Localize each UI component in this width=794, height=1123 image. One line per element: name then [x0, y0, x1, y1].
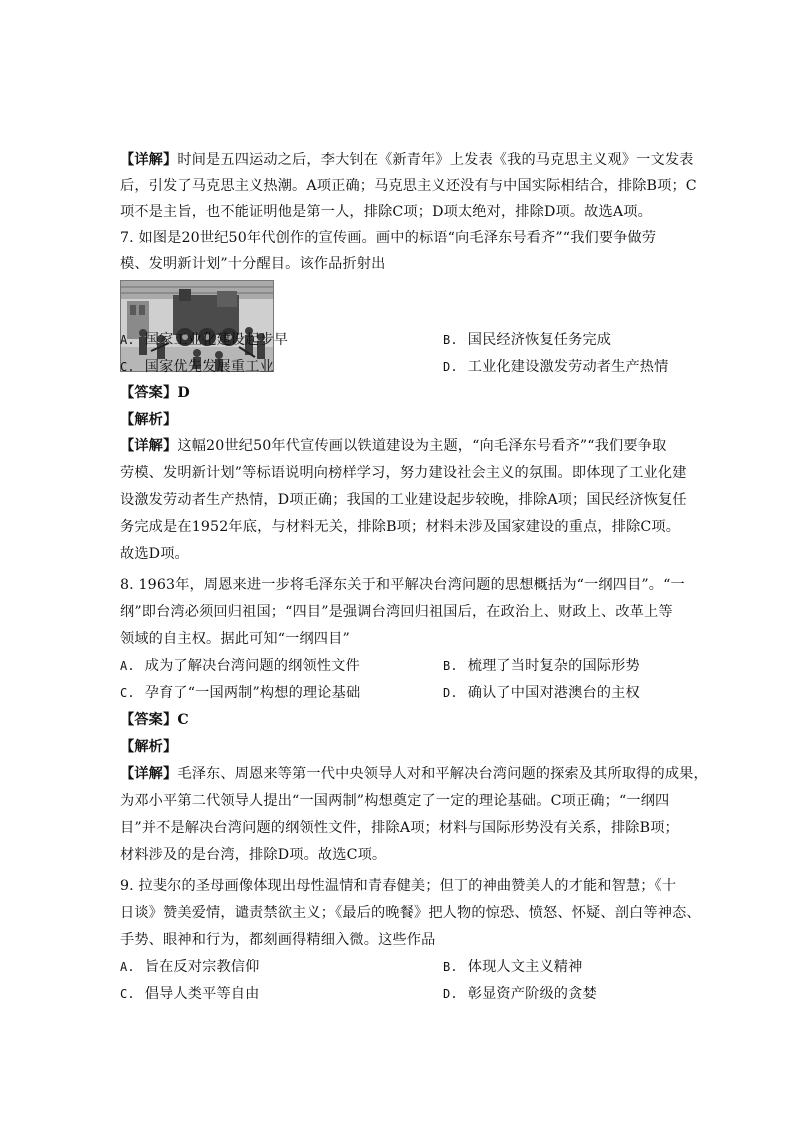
q6-explain-text-1: 时间是五四运动之后，李大钊在《新青年》上发表《我的马克思主义观》一文发表	[177, 152, 694, 168]
q6-explain-line-1	[120, 150, 694, 170]
q7-detail-line-2: 劳模、发明新计划”等标语说明向榜样学习，努力建设社会主义的氛围。即体现了工业化建	[120, 465, 687, 481]
q8-detail-tag: 【详解】	[120, 766, 178, 782]
q7-answer: 【答案】D	[120, 385, 190, 401]
q9-stem-line-3: 手势、眼神和行为，都刻画得精细入微。这些作品	[120, 932, 436, 948]
q8-option-b[interactable]: B. 梳理了当时复杂的国际形势	[443, 658, 640, 674]
q9-option-a[interactable]: A. 旨在反对宗教信仰	[120, 959, 260, 975]
q9-option-d[interactable]: D. 彰显资产阶级的贪婪	[443, 986, 597, 1002]
q8-stem-line-1: 8. 1963年，周恩来进一步将毛泽东关于和平解决台湾问题的思想概括为“一纲四目”。“一	[120, 577, 685, 593]
q8-option-d[interactable]: D. 确认了中国对港澳台的主权	[443, 685, 640, 701]
q6-explain-line-2: 后，引发了马克思主义热潮。A项正确；马克思主义还没有与中国实际相结合，排除B项；C	[120, 178, 697, 194]
q8-analysis-heading: 【解析】	[120, 739, 178, 755]
q7-stem-line-1: 7. 如图是20世纪50年代创作的宣传画。画中的标语“向毛泽东号看齐”“我们要争做劳	[120, 230, 657, 246]
q8-stem-line-3: 领域的自主权。据此可知“一纲四目”	[120, 631, 350, 647]
q7-analysis-heading: 【解析】	[120, 412, 178, 428]
q7-detail-line-3: 设激发劳动者生产热情，D项正确；我国的工业建设起步较晚，排除A项；国民经济恢复任	[120, 492, 687, 508]
q8-detail-line-1: 【详解】毛泽东、周恩来等第一代中央领导人对和平解决台湾问题的探索及其所取得的成果，	[120, 766, 708, 782]
q7-option-c[interactable]: C. 国家优先发展重工业	[120, 359, 274, 375]
q8-answer: 【答案】C	[120, 712, 189, 728]
q9-option-b[interactable]: B. 体现人文主义精神	[443, 959, 583, 975]
q8-detail-line-3: 目”并不是解决台湾问题的纲领性文件，排除A项；材料与国际形势没有关系，排除B项；	[120, 820, 679, 836]
q7-option-a[interactable]: A. 国家工业化建设起步早	[120, 332, 289, 348]
q8-stem-line-2: 纲”即台湾必须回归祖国；“四目”是强调台湾回归祖国后，在政治上、财政上、改革上等	[120, 604, 673, 620]
q6-explain-line-3: 项不是主旨，也不能证明他是第一人，排除C项；D项太绝对，排除D项。故选A项。	[120, 204, 652, 220]
q8-option-c[interactable]: C. 孕育了“一国两制”构想的理论基础	[120, 685, 361, 701]
q9-stem-line-1: 9. 拉斐尔的圣母画像体现出母性温情和青春健美；但丁的神曲赞美人的才能和智慧；《十	[120, 878, 677, 894]
q7-detail-line-5: 故选D项。	[120, 546, 189, 562]
q7-stem-line-2: 模、发明新计划”十分醒目。该作品折射出	[120, 256, 386, 272]
q8-detail-line-4: 材料涉及的是台湾，排除D项。故选C项。	[120, 847, 387, 863]
q7-detail-line-4: 务完成是在1952年底，与材料无关，排除B项；材料未涉及国家建设的重点，排除C项。	[120, 519, 681, 535]
q7-detail-line-1: 【详解】这幅20世纪50年代宣传画以铁道建设为主题，“向毛泽东号看齐”“我们要争取	[120, 438, 667, 454]
q9-stem-line-2: 日谈》赞美爱情，谴责禁欲主义；《最后的晚餐》把人物的惊恐、愤怒、怀疑、剖白等神态、	[120, 905, 701, 921]
q7-option-d[interactable]: D. 工业化建设激发劳动者生产热情	[443, 359, 669, 375]
q8-detail-line-2: 为邓小平第二代领导人提出“一国两制”构想奠定了一定的理论基础。C项正确；“一纲四	[120, 793, 670, 809]
q9-option-c[interactable]: C. 倡导人类平等自由	[120, 986, 260, 1002]
q6-detail-tag: 【详解】	[120, 152, 178, 168]
q7-option-b[interactable]: B. 国民经济恢复任务完成	[443, 332, 612, 348]
q8-option-a[interactable]: A. 成为了解决台湾问题的纲领性文件	[120, 658, 360, 674]
q7-detail-tag: 【详解】	[120, 438, 178, 454]
